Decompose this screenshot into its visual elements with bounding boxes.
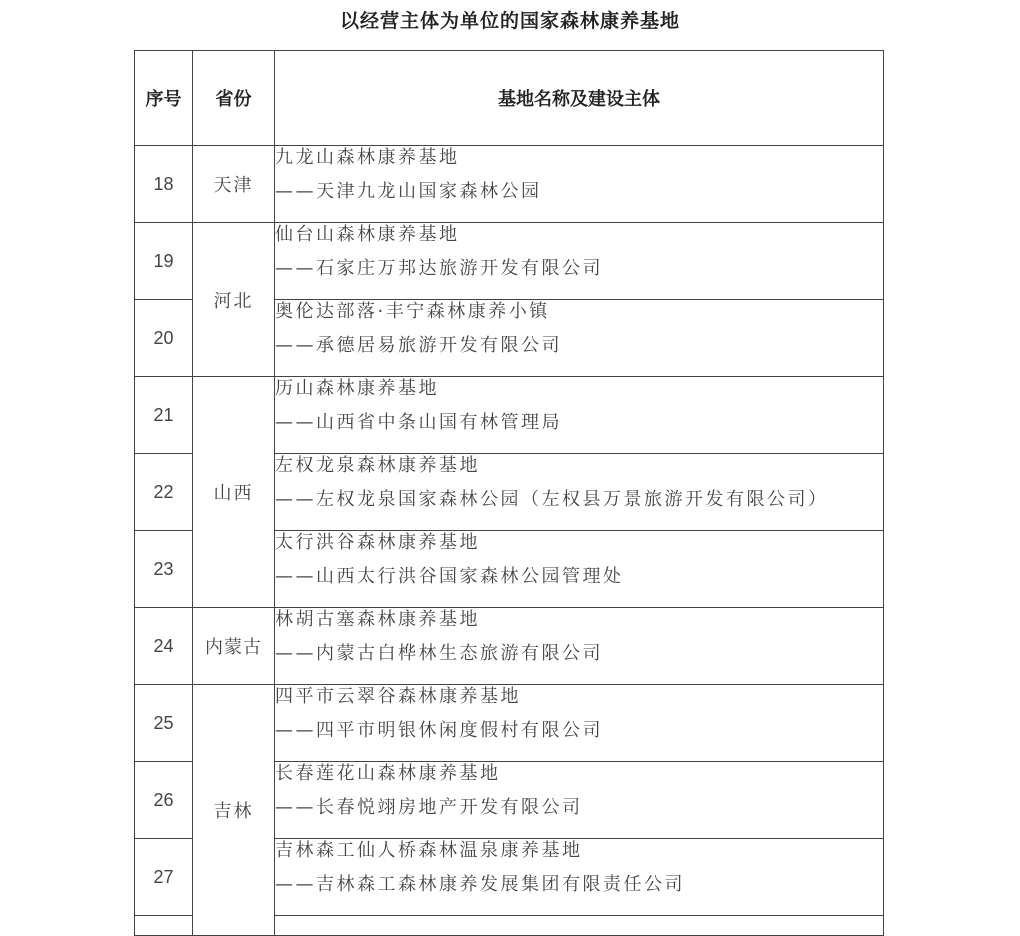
builder-name: ——天津九龙山国家森林公园 — [275, 181, 542, 202]
header-name: 基地名称及建设主体 — [275, 51, 884, 146]
builder-name: ——吉林森工森林康养发展集团有限责任公司 — [275, 874, 685, 895]
table-row — [135, 146, 884, 223]
base-name: 左权龙泉森林康养基地 — [275, 455, 480, 476]
base-cell — [275, 608, 884, 685]
table-header-row — [135, 51, 884, 146]
base-cell — [275, 762, 884, 839]
builder-name: ——石家庄万邦达旅游开发有限公司 — [275, 258, 603, 279]
forest-base-table — [134, 50, 884, 936]
base-cell — [275, 454, 884, 531]
row-seq: 18 — [135, 146, 193, 223]
builder-name: ——承德居易旅游开发有限公司 — [275, 335, 562, 356]
base-name: 长春莲花山森林康养基地 — [275, 763, 501, 784]
table-row — [135, 377, 884, 454]
base-name: 吉林森工仙人桥森林温泉康养基地 — [275, 840, 583, 861]
row-seq: 19 — [135, 223, 193, 300]
base-name: 太行洪谷森林康养基地 — [275, 532, 480, 553]
builder-name: ——山西省中条山国有林管理局 — [275, 412, 562, 433]
header-seq: 序号 — [135, 51, 193, 146]
base-name: 九龙山森林康养基地 — [275, 147, 460, 168]
row-seq: 25 — [135, 685, 193, 762]
base-cell — [275, 839, 884, 916]
base-name: 历山森林康养基地 — [275, 378, 439, 399]
province-cell: 山西 — [193, 377, 275, 608]
row-seq: 21 — [135, 377, 193, 454]
table-row — [135, 608, 884, 685]
table-row — [135, 223, 884, 300]
province-cell: 内蒙古 — [193, 608, 275, 685]
header-province: 省份 — [193, 51, 275, 146]
province-cell: 河北 — [193, 223, 275, 377]
partial-cell — [135, 916, 193, 936]
row-seq: 22 — [135, 454, 193, 531]
base-name: 仙台山森林康养基地 — [275, 224, 460, 245]
row-seq: 26 — [135, 762, 193, 839]
base-name: 林胡古塞森林康养基地 — [275, 609, 480, 630]
base-cell — [275, 223, 884, 300]
builder-name: ——四平市明银休闲度假村有限公司 — [275, 720, 603, 741]
base-cell — [275, 531, 884, 608]
document-title: 以经营主体为单位的国家森林康养基地 — [339, 10, 680, 32]
base-name: 四平市云翠谷森林康养基地 — [275, 686, 521, 707]
builder-name: ——山西太行洪谷国家森林公园管理处 — [275, 566, 624, 587]
province-cell: 天津 — [193, 146, 275, 223]
row-seq: 24 — [135, 608, 193, 685]
table-row — [135, 685, 884, 762]
base-cell — [275, 300, 884, 377]
row-seq: 27 — [135, 839, 193, 916]
base-name: 奥伦达部落·丰宁森林康养小镇 — [275, 301, 550, 322]
builder-name: ——左权龙泉国家森林公园（左权县万景旅游开发有限公司） — [275, 489, 829, 510]
partial-cell — [275, 916, 884, 936]
builder-name: ——内蒙古白桦林生态旅游有限公司 — [275, 643, 603, 664]
province-cell: 吉林 — [193, 685, 275, 936]
base-cell — [275, 146, 884, 223]
row-seq: 20 — [135, 300, 193, 377]
base-cell — [275, 685, 884, 762]
base-cell — [275, 377, 884, 454]
builder-name: ——长春悦翊房地产开发有限公司 — [275, 797, 583, 818]
row-seq: 23 — [135, 531, 193, 608]
